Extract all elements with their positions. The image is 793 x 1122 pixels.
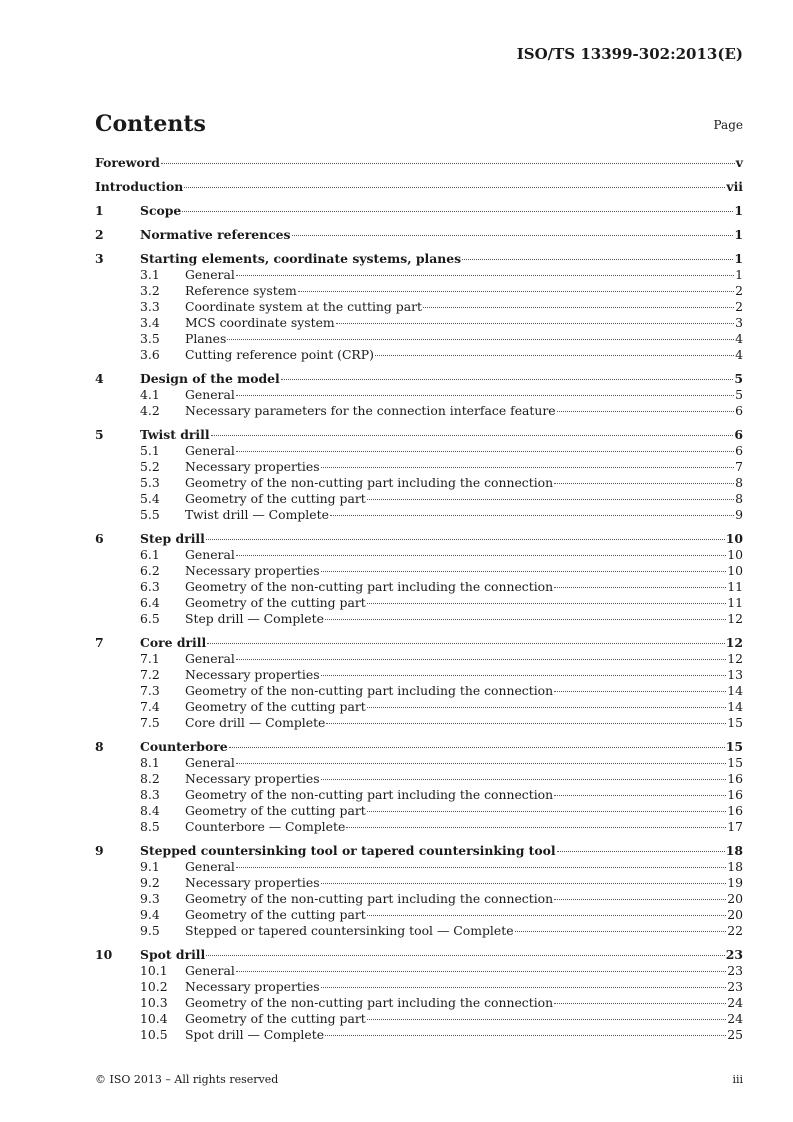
toc-subentry[interactable]	[95, 579, 743, 595]
toc-subentry-title: Coordinate system at the cutting part	[185, 299, 423, 314]
toc-subentry-number: 4.2	[140, 403, 160, 418]
page-number: iii	[732, 1073, 743, 1086]
toc-subentry-title: Stepped or tapered countersinking tool — Complete	[185, 923, 514, 938]
dot-leader	[336, 323, 734, 324]
toc-entry-page: 23	[725, 947, 743, 962]
toc-entry-number: 1	[95, 203, 104, 218]
toc-entry-number: 2	[95, 227, 104, 242]
toc-entry-page: 1	[734, 203, 743, 218]
toc-entry[interactable]	[95, 739, 743, 755]
toc-entry-page: 12	[725, 635, 743, 650]
toc-subentry-number: 10.4	[140, 1011, 168, 1026]
toc-entry-page: v	[735, 155, 743, 170]
toc-subentry-title: Geometry of the non-cutting part including the connection	[185, 683, 554, 698]
toc-entry-number: 6	[95, 531, 104, 546]
toc-subentry-page: 2	[735, 283, 743, 298]
toc-subentry-page: 8	[735, 475, 743, 490]
toc-subentry-number: 3.1	[140, 267, 160, 282]
dot-leader	[515, 931, 727, 932]
dot-leader	[236, 659, 726, 660]
toc-entry[interactable]	[95, 531, 743, 547]
dot-leader	[367, 1019, 726, 1020]
toc-entry-title: Step drill	[140, 531, 205, 546]
toc-subentry-page: 10	[727, 563, 743, 578]
toc-subentry[interactable]	[95, 507, 743, 523]
toc-entry-number: 7	[95, 635, 104, 650]
toc-subentry-number: 10.5	[140, 1027, 168, 1042]
toc-subentry-title: Geometry of the non-cutting part including the connection	[185, 995, 554, 1010]
toc-subentry-number: 8.4	[140, 803, 160, 818]
dot-leader	[462, 259, 733, 260]
toc-subentry-title: Step drill — Complete	[185, 611, 324, 626]
toc-subentry-page: 20	[727, 891, 743, 906]
toc-subentry-number: 6.5	[140, 611, 160, 626]
toc-entry-title: Counterbore	[140, 739, 228, 754]
toc-subentry-page: 24	[727, 1011, 743, 1026]
toc-entry-page: 1	[734, 227, 743, 242]
dot-leader	[211, 435, 734, 436]
toc-entry[interactable]	[95, 203, 743, 219]
dot-leader	[367, 707, 726, 708]
dot-leader	[554, 1003, 726, 1004]
toc-entry-number: 3	[95, 251, 104, 266]
toc-subentry-number: 5.5	[140, 507, 160, 522]
toc-subentry-number: 5.4	[140, 491, 160, 506]
toc-subentry-page: 7	[735, 459, 743, 474]
toc-subentry-title: Necessary parameters for the connection interface feature	[185, 403, 556, 418]
dot-leader	[375, 355, 734, 356]
toc-subentry-page: 4	[735, 331, 743, 346]
toc-subentry[interactable]	[95, 443, 743, 459]
toc-subentry[interactable]	[95, 819, 743, 835]
toc-subentry-title: Geometry of the non-cutting part including the connection	[185, 891, 554, 906]
toc-subentry-page: 2	[735, 299, 743, 314]
toc-entry[interactable]	[95, 947, 743, 963]
toc-subentry-title: MCS coordinate system	[185, 315, 335, 330]
dot-leader	[557, 851, 725, 852]
toc-entry-page: 5	[734, 371, 743, 386]
dot-leader	[423, 307, 734, 308]
toc-subentry-title: Geometry of the non-cutting part including the connection	[185, 579, 554, 594]
toc-subentry-page: 16	[727, 787, 743, 802]
toc-subentry-title: Geometry of the cutting part	[185, 803, 366, 818]
toc-subentry-page: 11	[727, 595, 743, 610]
toc-subentry-title: Reference system	[185, 283, 297, 298]
toc-entry-page: 1	[734, 251, 743, 266]
toc-subentry-title: Twist drill — Complete	[185, 507, 329, 522]
toc-entry-title: Foreword	[95, 155, 160, 170]
toc-subentry-title: Necessary properties	[185, 459, 320, 474]
toc-entry-number: 5	[95, 427, 104, 442]
toc-subentry[interactable]	[95, 459, 743, 475]
toc-subentry-title: Necessary properties	[185, 563, 320, 578]
dot-leader	[554, 483, 734, 484]
toc-subentry-number: 5.1	[140, 443, 160, 458]
toc-subentry[interactable]	[95, 299, 743, 315]
toc-subentry-title: Spot drill — Complete	[185, 1027, 325, 1042]
toc-subentry-title: Cutting reference point (CRP)	[185, 347, 374, 362]
dot-leader	[236, 971, 726, 972]
toc-subentry-page: 16	[727, 803, 743, 818]
toc-subentry-page: 18	[727, 859, 743, 874]
toc-subentry[interactable]	[95, 1011, 743, 1027]
toc-entry-number: 9	[95, 843, 104, 858]
dot-leader	[321, 987, 727, 988]
dot-leader	[321, 571, 727, 572]
toc-subentry-number: 4.1	[140, 387, 160, 402]
toc-subentry-title: General	[185, 963, 235, 978]
toc-subentry-number: 8.2	[140, 771, 160, 786]
dot-leader	[227, 339, 734, 340]
toc-subentry-title: General	[185, 755, 235, 770]
toc-subentry-page: 9	[735, 507, 743, 522]
toc-subentry-page: 14	[727, 699, 743, 714]
toc-entry-title: Normative references	[140, 227, 291, 242]
dot-leader	[367, 915, 726, 916]
toc-subentry-title: Counterbore — Complete	[185, 819, 346, 834]
toc-subentry-number: 8.3	[140, 787, 160, 802]
toc-subentry[interactable]	[95, 475, 743, 491]
toc-subentry[interactable]	[95, 699, 743, 715]
toc-subentry[interactable]	[95, 875, 743, 891]
dot-leader	[325, 619, 726, 620]
toc-subentry[interactable]	[95, 715, 743, 731]
toc-entry-page: 15	[725, 739, 743, 754]
toc-subentry-title: General	[185, 859, 235, 874]
toc-subentry-number: 7.1	[140, 651, 160, 666]
toc-subentry-page: 4	[735, 347, 743, 362]
toc-entry[interactable]	[95, 371, 743, 387]
toc-entry-number: 4	[95, 371, 104, 386]
toc-subentry[interactable]	[95, 595, 743, 611]
copyright-notice: © ISO 2013 – All rights reserved	[95, 1073, 279, 1086]
dot-leader	[206, 955, 725, 956]
dot-leader	[321, 675, 727, 676]
dot-leader	[325, 1035, 726, 1036]
dot-leader	[207, 643, 725, 644]
toc-subentry-number: 9.3	[140, 891, 160, 906]
dot-leader	[321, 883, 727, 884]
toc-entry-page: 6	[734, 427, 743, 442]
toc-entry[interactable]	[95, 251, 743, 267]
toc-subentry-page: 8	[735, 491, 743, 506]
dot-leader	[236, 555, 726, 556]
dot-leader	[367, 811, 726, 812]
dot-leader	[557, 411, 734, 412]
toc-entry[interactable]	[95, 427, 743, 443]
dot-leader	[236, 867, 726, 868]
dot-leader	[367, 603, 726, 604]
toc-subentry-title: Geometry of the non-cutting part including the connection	[185, 475, 554, 490]
toc-subentry-number: 3.2	[140, 283, 160, 298]
toc-subentry-page: 19	[727, 875, 743, 890]
toc-subentry[interactable]	[95, 907, 743, 923]
toc-subentry-number: 3.5	[140, 331, 160, 346]
toc-subentry[interactable]	[95, 651, 743, 667]
dot-leader	[321, 467, 735, 468]
toc-subentry[interactable]	[95, 1027, 743, 1043]
toc-subentry[interactable]	[95, 979, 743, 995]
toc-entry[interactable]	[95, 635, 743, 651]
toc-subentry-title: General	[185, 443, 235, 458]
dot-leader	[330, 515, 734, 516]
dot-leader	[182, 211, 733, 212]
toc-subentry[interactable]	[95, 283, 743, 299]
toc-subentry-number: 8.5	[140, 819, 160, 834]
dot-leader	[326, 723, 726, 724]
toc-subentry-number: 6.2	[140, 563, 160, 578]
toc-subentry-page: 22	[727, 923, 743, 938]
toc-entry[interactable]	[95, 227, 743, 243]
toc-subentry-title: General	[185, 547, 235, 562]
toc-subentry-page: 25	[727, 1027, 743, 1042]
toc-subentry-number: 10.1	[140, 963, 168, 978]
toc-subentry-number: 9.4	[140, 907, 160, 922]
dot-leader	[184, 187, 725, 188]
toc-subentry-title: Geometry of the cutting part	[185, 595, 366, 610]
toc-entry[interactable]	[95, 155, 743, 171]
toc-subentry-title: Planes	[185, 331, 227, 346]
toc-subentry-number: 3.3	[140, 299, 160, 314]
toc-subentry-title: Necessary properties	[185, 771, 320, 786]
toc-subentry-title: Geometry of the cutting part	[185, 907, 366, 922]
toc-entry-number: 10	[95, 947, 113, 962]
toc-subentry[interactable]	[95, 331, 743, 347]
toc-subentry-page: 12	[727, 611, 743, 626]
toc-subentry-number: 10.3	[140, 995, 168, 1010]
toc-subentry-number: 9.5	[140, 923, 160, 938]
toc-subentry-page: 10	[727, 547, 743, 562]
toc-subentry-title: General	[185, 651, 235, 666]
toc-subentry[interactable]	[95, 787, 743, 803]
toc-subentry[interactable]	[95, 995, 743, 1011]
toc-subentry[interactable]	[95, 667, 743, 683]
dot-leader	[554, 795, 726, 796]
toc-entry-page: 10	[725, 531, 743, 546]
dot-leader	[554, 691, 726, 692]
toc-subentry-number: 6.3	[140, 579, 160, 594]
toc-entry-title: Introduction	[95, 179, 184, 194]
dot-leader	[346, 827, 726, 828]
toc-entry[interactable]	[95, 179, 743, 195]
toc-subentry[interactable]	[95, 771, 743, 787]
toc-subentry[interactable]	[95, 491, 743, 507]
dot-leader	[161, 163, 735, 164]
toc-subentry-number: 9.1	[140, 859, 160, 874]
dot-leader	[321, 779, 727, 780]
toc-subentry-number: 3.6	[140, 347, 160, 362]
toc-subentry[interactable]	[95, 387, 743, 403]
dot-leader	[298, 291, 734, 292]
page-title: Contents	[95, 111, 206, 137]
toc-subentry-number: 6.4	[140, 595, 160, 610]
toc-entry-title: Spot drill	[140, 947, 206, 962]
toc-subentry-title: General	[185, 387, 235, 402]
toc-subentry-title: Geometry of the cutting part	[185, 699, 366, 714]
dot-leader	[281, 379, 734, 380]
toc-subentry[interactable]	[95, 403, 743, 419]
toc-subentry-number: 9.2	[140, 875, 160, 890]
toc-subentry-page: 15	[727, 715, 743, 730]
toc-subentry[interactable]	[95, 803, 743, 819]
toc-subentry-title: Geometry of the cutting part	[185, 491, 366, 506]
page-column-label: Page	[713, 118, 743, 132]
toc-subentry-page: 20	[727, 907, 743, 922]
toc-subentry-title: Geometry of the cutting part	[185, 1011, 366, 1026]
toc-subentry-page: 1	[735, 267, 743, 282]
toc-subentry-title: Necessary properties	[185, 875, 320, 890]
toc-subentry-number: 5.3	[140, 475, 160, 490]
toc-subentry[interactable]	[95, 891, 743, 907]
toc-subentry-number: 7.3	[140, 683, 160, 698]
toc-subentry-title: Necessary properties	[185, 667, 320, 682]
toc-subentry-number: 8.1	[140, 755, 160, 770]
document-id: ISO/TS 13399-302:2013(E)	[516, 45, 743, 63]
toc-subentry-page: 24	[727, 995, 743, 1010]
toc-subentry[interactable]	[95, 315, 743, 331]
toc-entry-page: vii	[726, 179, 743, 194]
toc-subentry[interactable]	[95, 683, 743, 699]
toc-entry[interactable]	[95, 843, 743, 859]
toc-subentry-page: 13	[727, 667, 743, 682]
toc-subentry[interactable]	[95, 859, 743, 875]
toc-subentry-page: 11	[727, 579, 743, 594]
toc-subentry[interactable]	[95, 963, 743, 979]
toc-subentry-page: 12	[727, 651, 743, 666]
dot-leader	[236, 763, 726, 764]
toc-subentry[interactable]	[95, 611, 743, 627]
toc-subentry-page: 23	[727, 979, 743, 994]
toc-subentry[interactable]	[95, 547, 743, 563]
toc-subentry[interactable]	[95, 267, 743, 283]
toc-subentry-page: 15	[727, 755, 743, 770]
toc-entry-title: Stepped countersinking tool or tapered countersinking tool	[140, 843, 556, 858]
toc-subentry-number: 7.4	[140, 699, 160, 714]
toc-entry-title: Starting elements, coordinate systems, planes	[140, 251, 462, 266]
toc-subentry-number: 7.2	[140, 667, 160, 682]
toc-subentry-number: 6.1	[140, 547, 160, 562]
toc-subentry[interactable]	[95, 563, 743, 579]
dot-leader	[206, 539, 725, 540]
dot-leader	[554, 899, 726, 900]
toc-subentry-page: 17	[727, 819, 743, 834]
toc-entry-number: 8	[95, 739, 104, 754]
toc-subentry-page: 3	[735, 315, 743, 330]
toc-subentry[interactable]	[95, 755, 743, 771]
toc-subentry-page: 5	[735, 387, 743, 402]
toc-subentry-title: Necessary properties	[185, 979, 320, 994]
toc-subentry-page: 6	[735, 403, 743, 418]
toc-subentry-number: 5.2	[140, 459, 160, 474]
dot-leader	[236, 395, 734, 396]
toc-subentry-title: Geometry of the non-cutting part including the connection	[185, 787, 554, 802]
dot-leader	[229, 747, 725, 748]
toc-entry-title: Design of the model	[140, 371, 280, 386]
toc-subentry-number: 7.5	[140, 715, 160, 730]
dot-leader	[236, 451, 734, 452]
toc-entry-title: Twist drill	[140, 427, 210, 442]
dot-leader	[292, 235, 734, 236]
toc-entry-title: Scope	[140, 203, 182, 218]
toc-subentry-title: Core drill — Complete	[185, 715, 326, 730]
toc-entry-title: Core drill	[140, 635, 207, 650]
dot-leader	[554, 587, 726, 588]
table-of-contents	[95, 155, 743, 1043]
toc-subentry-number: 10.2	[140, 979, 168, 994]
dot-leader	[236, 275, 734, 276]
toc-subentry-page: 23	[727, 963, 743, 978]
toc-subentry[interactable]	[95, 347, 743, 363]
dot-leader	[367, 499, 734, 500]
toc-subentry[interactable]	[95, 923, 743, 939]
toc-subentry-page: 14	[727, 683, 743, 698]
toc-entry-page: 18	[725, 843, 743, 858]
toc-subentry-page: 16	[727, 771, 743, 786]
toc-subentry-title: General	[185, 267, 235, 282]
toc-subentry-page: 6	[735, 443, 743, 458]
toc-subentry-number: 3.4	[140, 315, 160, 330]
